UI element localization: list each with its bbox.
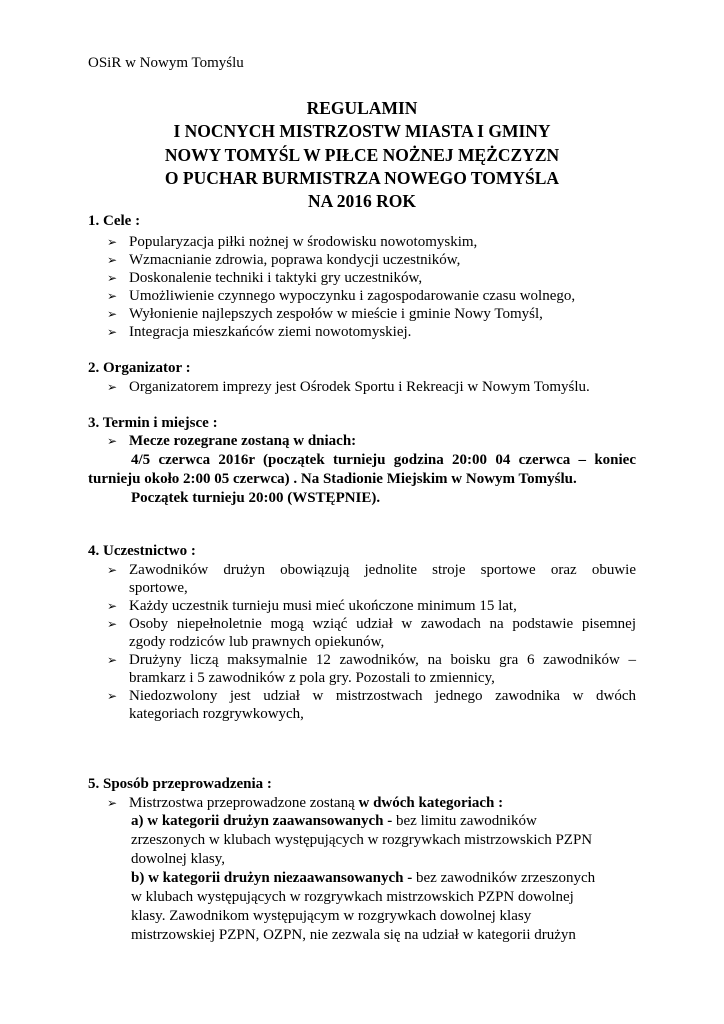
list-item-text: kategoriach rozgrywkowych,: [129, 706, 304, 722]
list-item-text: Zawodników drużyn obowiązują jednolite stroje sportowe oraz obuwie: [129, 562, 636, 578]
arrow-bullet-icon: ➢: [107, 689, 118, 703]
header-org: OSiR w Nowym Tomyślu: [88, 55, 244, 71]
list-item: ➢ Wyłonienie najlepszych zespołów w mieście i gminie Nowy Tomyśl,: [107, 306, 543, 322]
category-b: b) w kategorii drużyn niezaawansowanych - bez zawodników zrzeszonych: [131, 870, 596, 886]
section-heading: 2. Organizator :: [88, 360, 191, 376]
section-heading: 4. Uczestnictwo :: [88, 543, 196, 559]
list-item: [107, 616, 129, 633]
list-item: ➢ Doskonalenie techniki i taktyki gry uczestników,: [107, 270, 423, 286]
arrow-bullet-icon: ➢: [107, 563, 118, 577]
doc-title-line: NOWY TOMYŚL W PIŁCE NOŻNEJ MĘŻCZYZN: [164, 145, 560, 165]
list-item: ➢ Wzmacnianie zdrowia, poprawa kondycji uczestników,: [107, 252, 461, 268]
arrow-bullet-icon: ➢: [107, 617, 118, 631]
category-b-text: mistrzowskiej PZPN, OZPN, nie zezwala się na udział w kategorii drużyn: [131, 927, 576, 943]
doc-title-line: O PUCHAR BURMISTRZA NOWEGO TOMYŚLA: [164, 168, 560, 188]
arrow-bullet-icon: ➢: [107, 271, 118, 285]
arrow-bullet-icon: ➢: [107, 307, 118, 321]
list-item-text: Niedozwolony jest udział w mistrzostwach jednego zawodnika w dwóch: [129, 688, 636, 704]
list-item-text: bramkarz i 5 zawodników z pola gry. Pozostali to zmiennicy,: [129, 670, 495, 686]
schedule-text: turnieju około 2:00 05 czerwca) . Na Stadionie Miejskim w Nowym Tomyślu.: [88, 471, 577, 487]
doc-title: REGULAMIN: [306, 98, 418, 118]
list-item: ➢ Integracja mieszkańców ziemi nowotomyskiej.: [107, 324, 412, 340]
list-item: [107, 562, 129, 579]
arrow-bullet-icon: ➢: [107, 235, 118, 249]
arrow-bullet-icon: ➢: [107, 599, 118, 613]
list-item-text: sportowe,: [129, 580, 188, 596]
list-item: ➢ Mistrzostwa przeprowadzone zostaną w dwóch kategoriach :: [107, 795, 504, 811]
arrow-bullet-icon: ➢: [107, 253, 118, 267]
category-a: a) w kategorii drużyn zaawansowanych - bez limitu zawodników: [131, 813, 537, 829]
arrow-bullet-icon: ➢: [107, 325, 118, 339]
list-item-text: Osoby niepełnoletnie mogą wziąć udział w zawodach na podstawie pisemnej: [129, 616, 636, 632]
arrow-bullet-icon: ➢: [107, 380, 118, 394]
arrow-bullet-icon: ➢: [107, 796, 118, 810]
list-item: ➢ Każdy uczestnik turnieju musi mieć ukończone minimum 15 lat,: [107, 598, 517, 614]
schedule-text: 4/5 czerwca 2016r (początek turnieju godzina 20:00 04 czerwca – koniec: [131, 452, 636, 468]
category-b-text: w klubach występujących w rozgrywkach mistrzowskich PZPN dowolnej: [131, 889, 574, 905]
arrow-bullet-icon: ➢: [107, 289, 118, 303]
arrow-bullet-icon: ➢: [107, 434, 118, 448]
section-heading: 5. Sposób przeprowadzenia :: [88, 776, 272, 792]
list-item-text: Drużyny liczą maksymalnie 12 zawodników, na boisku gra 6 zawodników –: [129, 652, 636, 668]
doc-title-line: NA 2016 ROK: [308, 191, 416, 211]
section-heading: 3. Termin i miejsce :: [88, 415, 218, 431]
arrow-bullet-icon: ➢: [107, 653, 118, 667]
list-item: ➢ Popularyzacja piłki nożnej w środowisku nowotomyskim,: [107, 234, 478, 250]
section-heading: 1. Cele :: [88, 213, 141, 229]
category-a-text: dowolnej klasy,: [131, 851, 226, 867]
list-item: ➢ Mecze rozegrane zostaną w dniach:: [107, 433, 357, 449]
list-item: ➢ Organizatorem imprezy jest Ośrodek Sportu i Rekreacji w Nowym Tomyślu.: [107, 379, 590, 395]
list-item-text: zgody rodziców lub prawnych opiekunów,: [129, 634, 385, 650]
category-a-text: zrzeszonych w klubach występujących w rozgrywkach mistrzowskich PZPN: [131, 832, 593, 848]
list-item: [107, 652, 129, 669]
doc-title-line: I NOCNYCH MISTRZOSTW MIASTA I GMINY: [173, 121, 551, 141]
schedule-text: Początek turnieju 20:00 (WSTĘPNIE).: [131, 490, 381, 506]
category-b-text: klasy. Zawodnikom występującym w rozgrywkach dowolnej klasy: [131, 908, 532, 924]
list-item: [107, 688, 129, 705]
list-item: ➢ Umożliwienie czynnego wypoczynku i zagospodarowanie czasu wolnego,: [107, 288, 576, 304]
